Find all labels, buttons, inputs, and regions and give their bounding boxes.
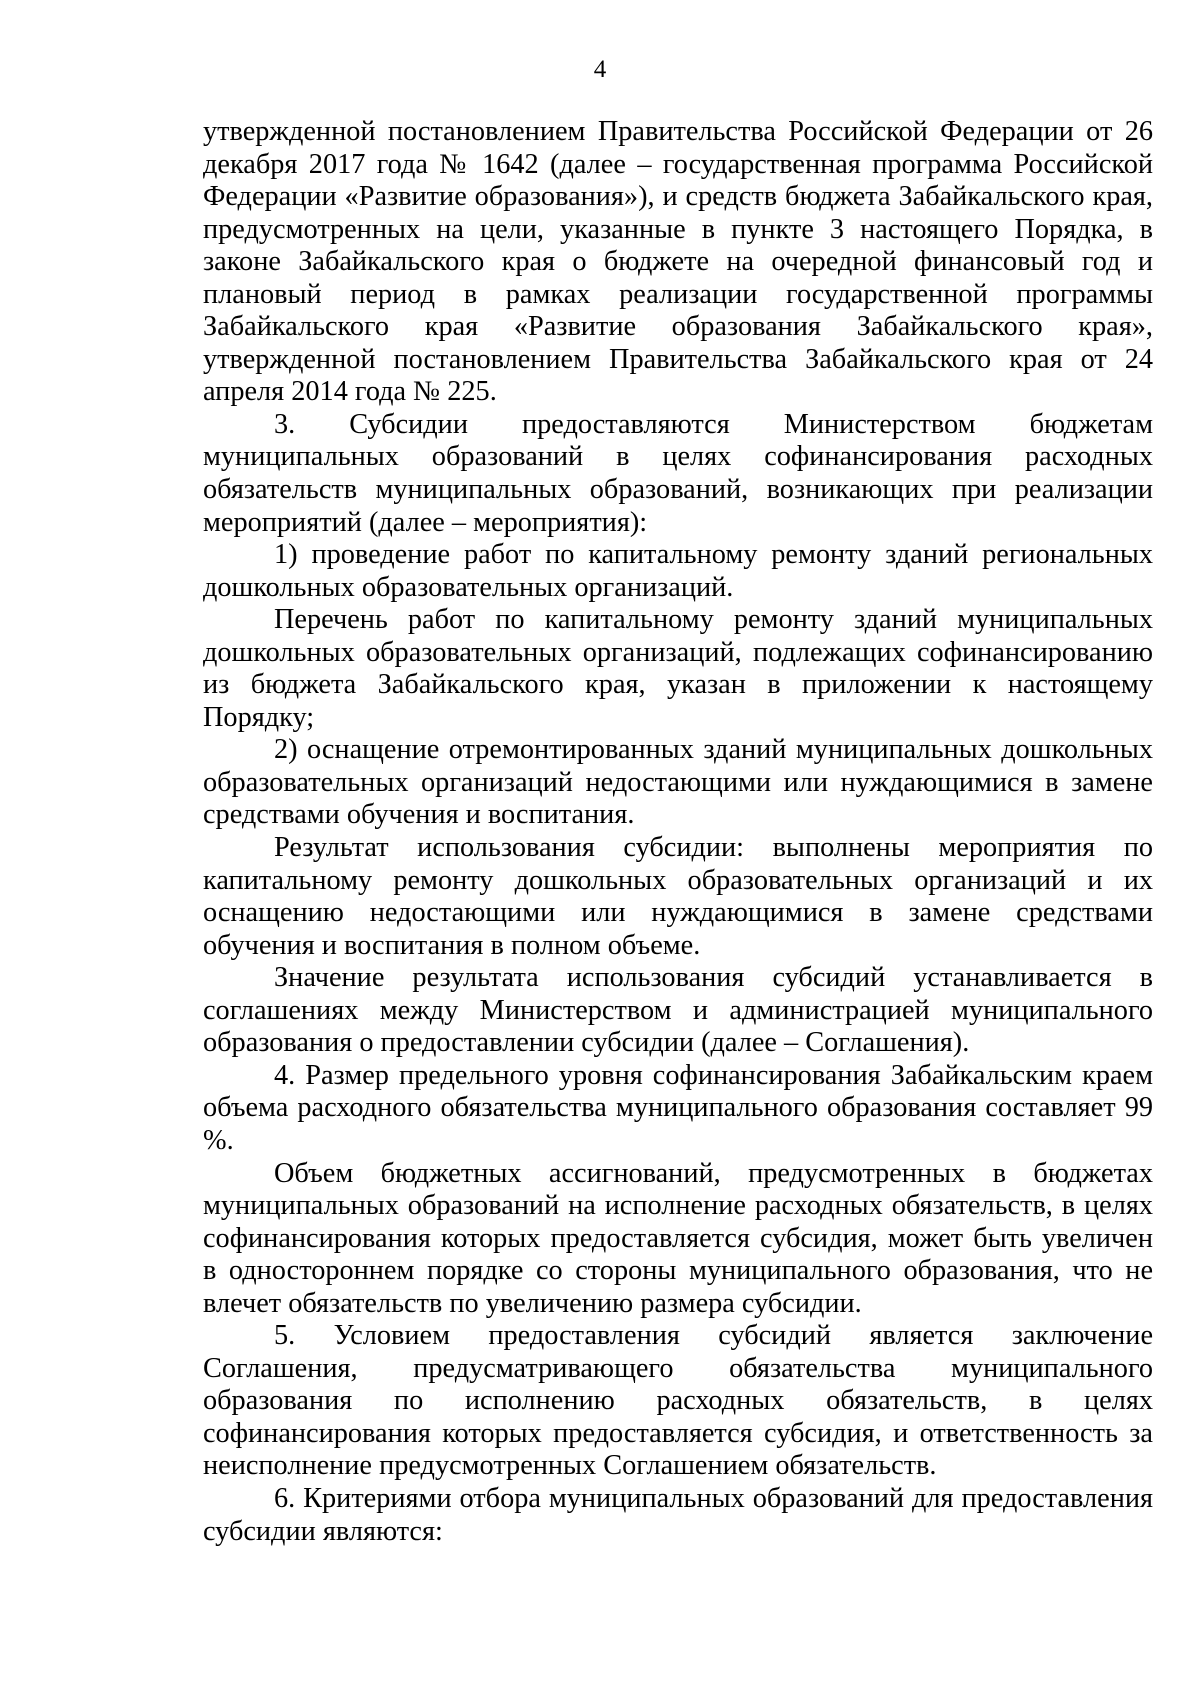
paragraph-works-list: Перечень работ по капитальному ремонту зданий муниципальных дошкольных образовательных организаций, подлежащих софинансированию из бюджета Забайкальского края, указан в приложении к настоящему Порядку; [203, 604, 1153, 733]
paragraph-clause-3: 3. Субсидии предоставляются Министерством бюджетам муниципальных образований в целях софинансирования расходных обязательств муниципальных образований, возникающих при реализации мероприятий (далее – мероприятия): [203, 408, 1153, 538]
paragraph-clause-4: 4. Размер предельного уровня софинансирования Забайкальским краем объема расходного обязательства муниципального образования составляет 99 %. [203, 1059, 1153, 1156]
paragraph-clause-5: 5. Условием предоставления субсидий является заключение Соглашения, предусматривающего обязательства муниципального образования по исполнению расходных обязательств, в целях софинансирования которых предоставляется субсидия, и ответственность за неисполнение предусмотренных Соглашением обязательств. [203, 1320, 1153, 1482]
page-number: 4 [593, 56, 607, 83]
paragraph-clause-6: 6. Критериями отбора муниципальных образований для предоставления субсидии являются: [203, 1482, 1153, 1547]
paragraph-budget-volume: Объем бюджетных ассигнований, предусмотренных в бюджетах муниципальных образований на исполнение расходных обязательств, в целях софинансирования которых предоставляется субсидия, может быть увеличен в одностороннем порядке со стороны муниципального образования, что не влечет обязательств по увеличению размера субсидии. [203, 1157, 1153, 1319]
paragraph-result-value: Значение результата использования субсидий устанавливается в соглашениях между Министерством и администрацией муниципального образования о предоставлении субсидии (далее – Соглашения). [203, 962, 1153, 1059]
paragraph-item-2: 2) оснащение отремонтированных зданий муниципальных дошкольных образовательных организаций недостающими или нуждающимися в замене средствами обучения и воспитания. [203, 734, 1153, 831]
paragraph-result: Результат использования субсидии: выполнены мероприятия по капитальному ремонту дошкольных образовательных организаций и их оснащению недостающими или нуждающимися в замене средствами обучения и воспитания в полном объеме. [203, 832, 1153, 961]
paragraph-item-1: 1) проведение работ по капитальному ремонту зданий региональных дошкольных образовательных организаций. [203, 539, 1153, 603]
document-body [203, 116, 1153, 1548]
paragraph-continuation: утвержденной постановлением Правительства Российской Федерации от 26 декабря 2017 года № 1642 (далее – государственная программа Российской Федерации «Развитие образования»), и средств бюджета Забайкальского края, предусмотренных на цели, указанные в пункте 3 настоящего Порядка, в законе Забайкальского края о бюджете на очередной финансовый год и плановый период в рамках реализации государственной программы Забайкальского края «Развитие образования Забайкальского края», утвержденной постановлением Правительства Забайкальского края от 24 апреля 2014 года № 225. [203, 116, 1153, 408]
